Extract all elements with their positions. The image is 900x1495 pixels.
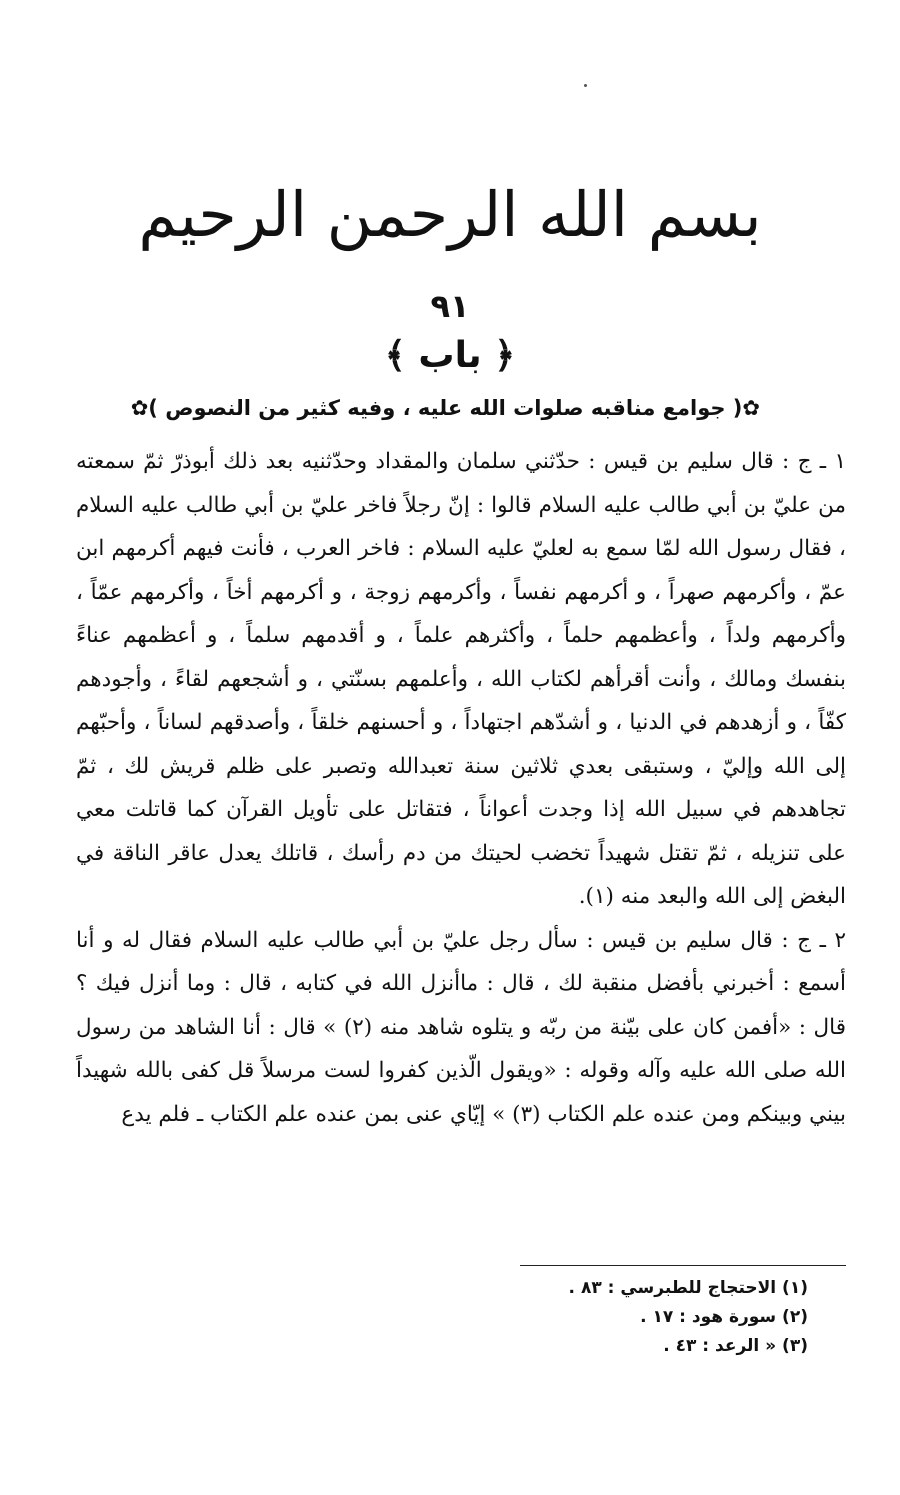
- footnotes: [208, 1274, 808, 1361]
- body-text: [76, 440, 846, 1136]
- footnote-2: (٢) سورة هود : ١٧ .: [640, 1307, 808, 1327]
- basmala-heading: بسم الله الرحمن الرحيم: [138, 178, 762, 251]
- chapter-number: ٩١: [430, 287, 470, 325]
- chapter-subtitle: ✿( جوامع مناقبه صلوات الله عليه ، وفيه كثير من النصوص )✿: [130, 396, 760, 420]
- margin-speck: [584, 84, 587, 87]
- chapter-label: ﴿ باب ﴾: [384, 335, 516, 376]
- footnote-1: (١) الاحتجاج للطبرسي : ٨٣ .: [568, 1278, 808, 1298]
- paragraph-1: ١ ـ ج : قال سليم بن قيس : حدّثني سلمان والمقداد وحدّثنيه بعد ذلك أبوذرّ ثمّ سمعته من عليّ بن أبي طالب عليه السلام قالوا : إنّ رجلاً فاخر عليّ بن أبي طالب عليه السلام ، فقال رسول الله لمّا سمع به لعليّ عليه السلام : فاخر العرب ، فأنت فيهم أكرمهم ابن عمّ ، وأكرمهم صهراً ، و أكرمهم نفساً ، وأكرمهم زوجة ، و أكرمهم أخاً ، وأكرمهم عمّاً ، وأكرمهم ولداً ، وأعظمهم حلماً ، وأكثرهم علماً ، و أقدمهم سلماً ، و أعظمهم عناءً بنفسك ومالك ، وأنت أقرأهم لكتاب الله ، وأعلمهم بسنّتي ، و أشجعهم لقاءً ، وأجودهم كفّاً ، و أزهدهم في الدنيا ، و أشدّهم اجتهاداً ، و أحسنهم خلقاً ، وأصدقهم لساناً ، وأحبّهم إلى الله وإليّ ، وستبقى بعدي ثلاثين سنة تعبدالله وتصبر على ظلم قريش لك ، ثمّ تجاهدهم في سبيل الله إذا وجدت أعواناً ، فتقاتل على تأويل القرآن كما قاتلت معي على تنزيله ، ثمّ تقتل شهيداً تخضب لحيتك من دم رأسك ، قاتلك يعدل عاقر الناقة في البغض إلى الله والبعد منه (١).: [76, 449, 846, 909]
- paragraph-2: ٢ ـ ج : قال سليم بن قيس : سأل رجل عليّ بن أبي طالب عليه السلام فقال له و أنا أسمع : أخبرني بأفضل منقبة لك ، قال : ماأنزل الله في كتابه ، قال : وما أنزل فيك ؟ قال : «أفمن كان على بيّنة من ربّه و يتلوه شاهد منه (٢) » قال : أنا الشاهد من رسول الله صلى الله عليه وآله وقوله : «ويقول الّذين كفروا لست مرسلاً قل كفى بالله شهيداً بيني وبينكم ومن عنده علم الكتاب (٣) » إيّاي عنى بمن عنده علم الكتاب ـ فلم يدع: [76, 927, 846, 1127]
- footnote-divider: [520, 1265, 846, 1266]
- footnote-3: (٣) « الرعد : ٤٣ .: [663, 1336, 808, 1356]
